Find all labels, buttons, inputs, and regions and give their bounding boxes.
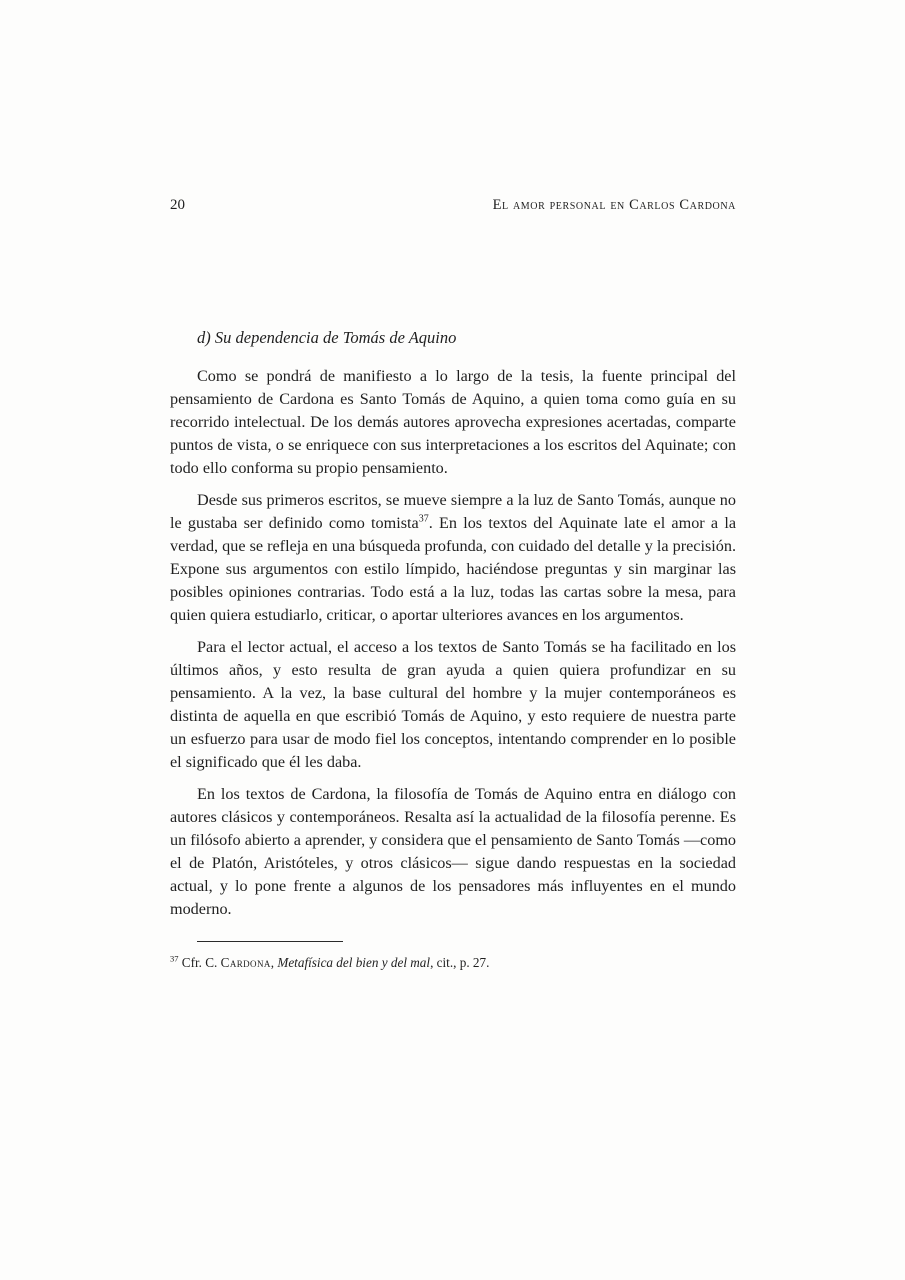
footnote-reference: 37: [418, 513, 429, 525]
paragraph-4: En los textos de Cardona, la filosofía de Tomás de Aquino entra en diálogo con autores clásicos y contemporáneos. Resalta así la actualidad de la filosofía perenne. Es un filósofo abierto a aprender, y considera que el pensamiento de Santo Tomás —como el de Platón, Aristóteles, y otros clásicos— sigue dando respuestas en la sociedad actual, y lo pone frente a algunos de los pensadores más influyentes en el mundo moderno.: [170, 785, 736, 918]
footnote-prefix: Cfr. C.: [181, 955, 221, 970]
footnote-author: Cardona: [220, 955, 271, 970]
footnote-marker: 37: [170, 953, 179, 964]
document-page: [170, 196, 736, 972]
footnote-separator: ,: [270, 955, 278, 970]
page-number: 20: [170, 197, 185, 213]
paragraph-2: [170, 489, 736, 627]
running-title: El amor personal en Carlos Cardona: [492, 197, 736, 213]
page-header: [170, 196, 736, 215]
paragraph-3: Para el lector actual, el acceso a los textos de Santo Tomás se ha facilitado en los últimos años, y esto resulta de gran ayuda a quien quiera profundizar en su pensamiento. A la vez, la base cultural del hombre y la mujer contemporáneos es distinta de aquella en que escribió Tomás de Aquino, y esto requiere de nuestra parte un esfuerzo para usar de modo fiel los conceptos, intentando comprender en lo posible el significado que él les daba.: [170, 638, 736, 771]
footnote-citation-suffix: , cit., p. 27.: [430, 955, 490, 970]
footnote: [170, 954, 736, 972]
footnote-work-title: Metafísica del bien y del mal: [277, 955, 431, 970]
footnote-separator-rule: [197, 941, 343, 942]
paragraph-2-text: Desde sus primeros escritos, se mueve siempre a la luz de Santo Tomás, aunque no le gustaba ser definido como tomista: [170, 491, 736, 532]
paragraph-2-continuation: . En los textos del Aquinate late el amor a la verdad, que se refleja en una búsqueda profunda, con cuidado del detalle y la precisión. Expone sus argumentos con estilo límpido, haciéndose preguntas y sin marginar las posibles opiniones contrarias. Todo está a la luz, todas las cartas sobre la mesa, para quien quiera estudiarlo, criticar, o aportar ulteriores avances en los argumentos.: [170, 514, 737, 624]
paragraph-1: Como se pondrá de manifiesto a lo largo de la tesis, la fuente principal del pensamiento de Cardona es Santo Tomás de Aquino, a quien toma como guía en su recorrido intelectual. De los demás autores aprovecha expresiones acertadas, comparte puntos de vista, o se enriquece con sus interpretaciones a los escritos del Aquinate; con todo ello conforma su propio pensamiento.: [170, 367, 736, 477]
section-heading: d) Su dependencia de Tomás de Aquino: [197, 328, 457, 347]
body-text: [170, 365, 736, 921]
footnote-area: [170, 941, 736, 972]
